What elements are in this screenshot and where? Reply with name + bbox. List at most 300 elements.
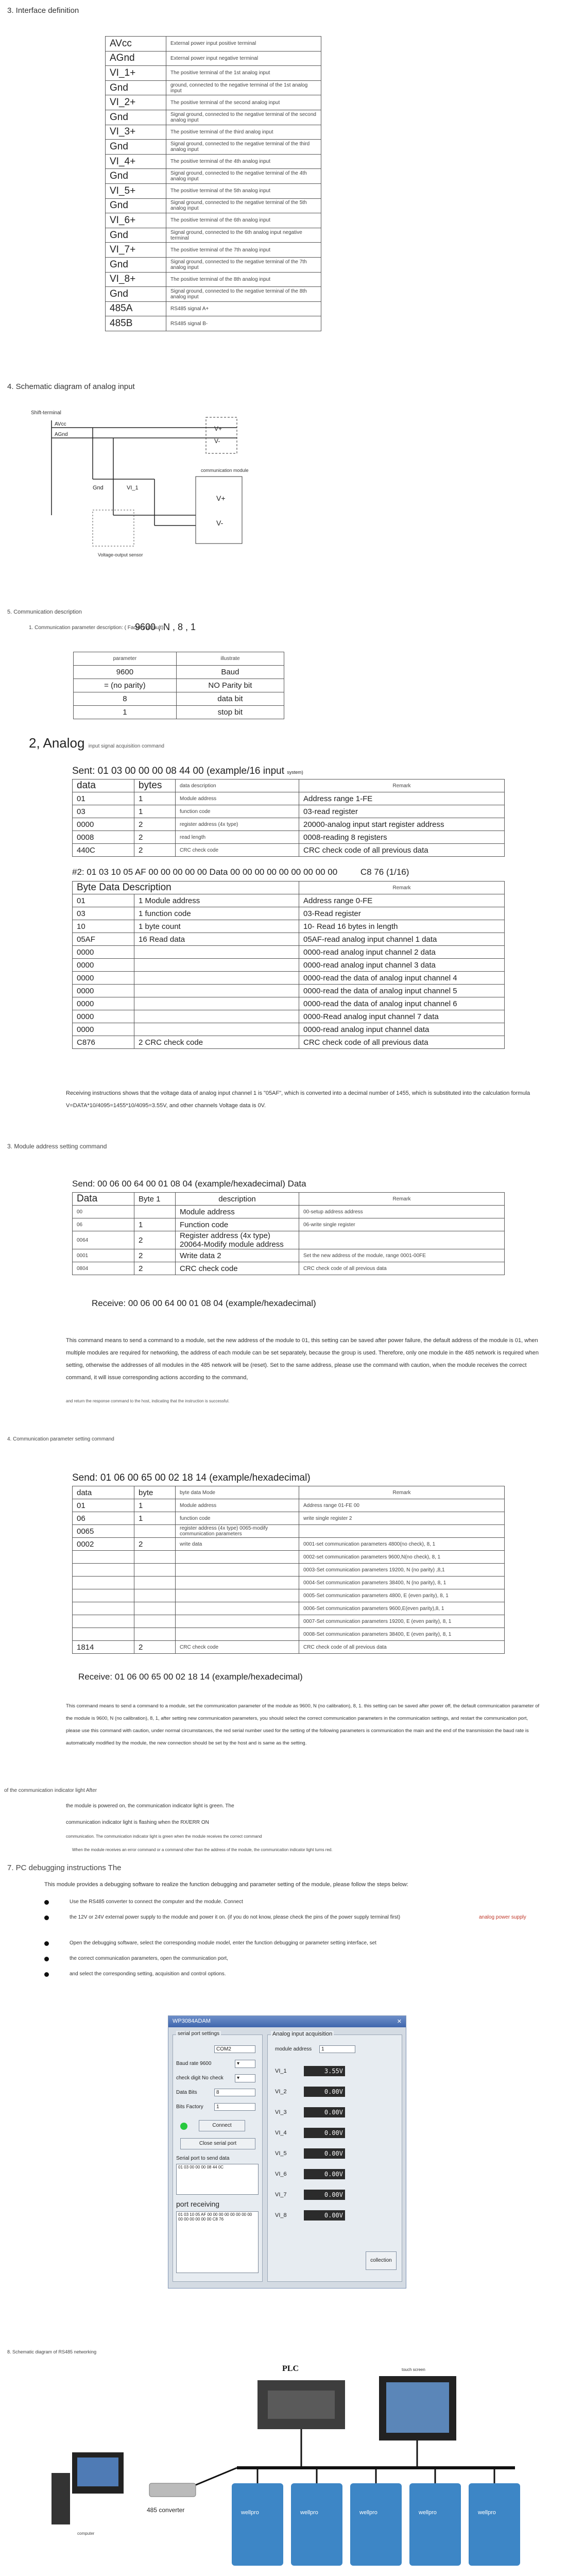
comm-module-label: communication module	[201, 468, 249, 473]
bytes-cell	[134, 1564, 176, 1577]
desc-cell	[134, 985, 299, 997]
data-cell: 0000	[73, 985, 134, 997]
pin-description: The positive terminal of the second analog input	[166, 95, 321, 110]
analog-title: Analog	[43, 735, 85, 751]
converter-icon	[149, 2483, 196, 2497]
pin-description: The positive terminal of the 8th analog input	[166, 272, 321, 287]
desc-cell	[134, 997, 299, 1010]
bytes-cell	[134, 1525, 176, 1538]
channel-value: 0.00V	[304, 2148, 345, 2159]
pin-description: RS485 signal B-	[166, 316, 321, 331]
analog-note: Receiving instructions shows that the voltage data of analog input channel 1 is "05AF", which is converted into a decimal number of 1455, which is substituted into the calculation formula V=DATA*10/4095=1455*10/4095=3.55V, and other channels Voltage data is 0V.	[66, 1090, 530, 1109]
pin-name: Gnd	[106, 198, 166, 213]
pc-step-5: and select the corresponding setting, acquisition and control options.	[70, 1971, 226, 1977]
remark-cell: CRC check code of all previous data	[299, 844, 505, 857]
window-title: WP3084ADAM	[173, 2018, 211, 2024]
remark-cell: 0000-read analog input channel 3 data	[299, 959, 505, 972]
remark-cell: 0005-Set communication parameters 4800, E (even parity), 8, 1	[299, 1589, 505, 1602]
module-brand-label: wellpro	[419, 2510, 437, 2516]
table-row	[106, 110, 321, 125]
remark-cell: 0007-Set communication parameters 19200, E (even parity), 8, 1	[299, 1615, 505, 1628]
pc-step-2-tail: analog power supply	[479, 1914, 526, 1920]
remark-cell: 0003-Set communication parameters 19200, N (no parity) ,8,1	[299, 1564, 505, 1577]
addr-para-tail: and return the response command to the host, indicating that the instruction is successful.	[66, 1399, 230, 1403]
pin-name: Gnd	[106, 110, 166, 125]
commset-head-byte: byte	[134, 1486, 176, 1499]
section-interface-title: 3. Interface definition	[7, 6, 79, 15]
pin-name: VI_2+	[106, 95, 166, 110]
data-cell: 0000	[73, 1023, 134, 1036]
addr-head-data: Data	[73, 1193, 134, 1206]
channel-label: VI_2	[275, 2089, 287, 2095]
section-schematic-title: 4. Schematic diagram of analog input	[7, 382, 135, 391]
window-title-bar	[168, 2016, 406, 2027]
channel-label: VI_6	[275, 2171, 287, 2177]
module-brand-label: wellpro	[300, 2510, 318, 2516]
serial-settings-label: serial port settings	[176, 2031, 221, 2037]
bytes-cell	[134, 1628, 176, 1641]
pin-description: ground, connected to the negative terminal of the 1st analog input	[166, 80, 321, 95]
pin-name: Gnd	[106, 257, 166, 272]
remark-cell: 0000-Read analog input channel 7 data	[299, 1010, 505, 1023]
data-cell: 01	[73, 894, 134, 907]
table-row	[73, 1249, 505, 1262]
data-cell	[73, 1615, 134, 1628]
pin-description: The positive terminal of the third analog input	[166, 125, 321, 140]
data-cell: 03	[73, 805, 134, 818]
module-2	[291, 2468, 342, 2566]
module-brand-label: wellpro	[478, 2510, 496, 2516]
module-3	[350, 2468, 402, 2566]
converter-label: 485 converter	[147, 2506, 185, 2514]
bytes-cell: 2	[134, 1538, 176, 1551]
data-cell	[73, 1589, 134, 1602]
desc-cell	[134, 959, 299, 972]
table-row	[73, 1525, 505, 1538]
data-cell: 0000	[73, 959, 134, 972]
desc-cell	[134, 1023, 299, 1036]
table-row	[73, 907, 505, 920]
table-row	[106, 272, 321, 287]
table-row	[73, 972, 505, 985]
bytes-cell	[134, 1589, 176, 1602]
pin-name: VI_3+	[106, 125, 166, 140]
addr-section-title: 3. Module address setting command	[7, 1143, 107, 1150]
pin-name: AGnd	[106, 51, 166, 66]
touch-screen-label: touch screen	[402, 2367, 425, 2372]
desc-cell	[176, 1602, 299, 1615]
analog-send-line	[72, 766, 303, 777]
debug-software-window	[168, 2015, 406, 2289]
desc-cell: register address (4x type)	[176, 818, 299, 831]
pin-name: VI_8+	[106, 272, 166, 287]
table-row	[73, 1218, 505, 1231]
indicator-line-4: When the module receives an error command or a command other than the address of the module, the communication indicator light turns red.	[72, 1848, 333, 1852]
bytes-cell: 2	[134, 844, 176, 857]
bullet-icon	[44, 1941, 49, 1946]
close-port-button[interactable]: Close serial port	[180, 2138, 255, 2149]
channel-value: 0.00V	[304, 2169, 345, 2179]
data-cell: 0804	[73, 1262, 134, 1275]
bytes-cell	[134, 1615, 176, 1628]
com-port-select[interactable]: COM2	[214, 2045, 255, 2053]
send-data-field[interactable]: 01 03 00 00 00 08 44 0C	[176, 2164, 259, 2195]
analog-head2: Byte Data Description	[73, 882, 299, 894]
pin-name: Gnd	[106, 80, 166, 95]
table-row	[106, 37, 321, 52]
interface-table	[105, 36, 321, 331]
table-row	[73, 894, 505, 907]
data-cell: C876	[73, 1036, 134, 1049]
table-row	[106, 228, 321, 243]
module-5	[469, 2468, 520, 2566]
data-cell: 06	[73, 1218, 134, 1231]
addr-head-desc: description	[176, 1193, 299, 1206]
pin-name: Gnd	[106, 228, 166, 243]
pin-name: Gnd	[106, 287, 166, 302]
desc-cell: Register address (4x type) 20064-Modify module address	[176, 1231, 299, 1249]
connect-button[interactable]: Connect	[199, 2120, 245, 2131]
v-minus-label-top: V-	[214, 437, 220, 445]
bytes-cell: 1	[134, 1218, 176, 1231]
table-row	[106, 316, 321, 331]
remark-cell: CRC check code of all previous data	[299, 1262, 505, 1275]
data-cell: 0064	[73, 1231, 134, 1249]
v-minus-label: V-	[216, 519, 224, 527]
data-cell: 06	[73, 1512, 134, 1525]
data-cell	[73, 1564, 134, 1577]
table-row	[106, 257, 321, 272]
analog-recv-line	[72, 867, 409, 877]
desc-cell: Write data 2	[176, 1249, 299, 1262]
channel-label: VI_1	[275, 2068, 287, 2074]
pc-step-2: the 12V or 24V external power supply to the module and power it on. (if you do not know, please check the pins of the power supply terminal first)	[70, 1914, 401, 1920]
data-cell	[73, 1628, 134, 1641]
pin-description: Signal ground, connected to the 6th analog input negative terminal	[166, 228, 321, 243]
desc-cell: write data	[176, 1538, 299, 1551]
pc-step-3: Open the debugging software, select the corresponding module model, enter the function debugging or parameter setting interface, set	[70, 1940, 376, 1946]
remark-cell: Address range 01-FE 00	[299, 1499, 505, 1512]
param-illustrate: Baud	[176, 666, 284, 679]
commset-send-line: Send: 01 06 00 65 00 02 18 14 (example/hexadecimal)	[72, 1472, 311, 1483]
collection-button[interactable]: collection	[366, 2251, 397, 2270]
channel-value: 0.00V	[304, 2190, 345, 2200]
indicator-line-2: communication indicator light is flashing when the RX/ERR ON	[66, 1820, 209, 1825]
desc-cell: 1 function code	[134, 907, 299, 920]
table-row	[73, 933, 505, 946]
pin-description: Signal ground, connected to the negative terminal of the 5th analog input	[166, 198, 321, 213]
bytes-cell	[134, 1602, 176, 1615]
data-cell: 1814	[73, 1641, 134, 1654]
table-row	[73, 920, 505, 933]
table-row	[73, 1641, 505, 1654]
bytes-cell: 1	[134, 792, 176, 805]
remark-cell: write single register 2	[299, 1512, 505, 1525]
data-cell: 05AF	[73, 933, 134, 946]
stop-bits-select[interactable]: 1	[214, 2103, 255, 2111]
send-data-label: Serial port to send data	[176, 2156, 230, 2161]
table-row	[73, 1010, 505, 1023]
baud-rate-label: Baud rate 9600	[176, 2061, 212, 2066]
desc-cell: read length	[176, 831, 299, 844]
analog-head-remark: Remark	[299, 779, 505, 792]
module-address-label: module address	[275, 2046, 312, 2052]
data-cell: 0002	[73, 1538, 134, 1551]
bullet-icon	[44, 1900, 49, 1905]
channel-value: 0.00V	[304, 2107, 345, 2117]
desc-cell: CRC check code	[176, 1262, 299, 1275]
check-digit-label: check digit No check	[176, 2075, 224, 2081]
table-row	[106, 154, 321, 169]
remark-cell: 20000-analog input start register address	[299, 818, 505, 831]
pc-step-1: Use the RS485 converter to connect the computer and the module. Connect	[70, 1899, 243, 1905]
bytes-cell: 2	[134, 831, 176, 844]
comm-param-table	[73, 652, 284, 719]
check-digit-select[interactable]: ▾	[235, 2074, 255, 2082]
analog-num: 2,	[29, 735, 40, 751]
analog-recv-text: #2: 01 03 10 05 AF 00 00 00 00 00 Data 00 00 00 00 00 00 00 00 00	[72, 867, 338, 877]
agnd-label: AGnd	[55, 432, 68, 437]
table-row	[73, 1551, 505, 1564]
table-row	[106, 198, 321, 213]
module-1	[232, 2468, 283, 2566]
desc-cell	[134, 1010, 299, 1023]
remark-cell: 0006-Set communication parameters 9600,E(even parity),8, 1	[299, 1602, 505, 1615]
analog-subtitle: input signal acquisition command	[88, 743, 164, 749]
table-row	[106, 51, 321, 66]
bytes-cell: 2	[134, 1231, 176, 1249]
analog-recv-tail: C8 76 (1/16)	[360, 867, 409, 877]
data-cell: 0001	[73, 1249, 134, 1262]
desc-cell: function code	[176, 805, 299, 818]
rs485-network-diagram	[0, 2360, 567, 2576]
table-row	[73, 1628, 505, 1641]
module-brand-label: wellpro	[241, 2510, 259, 2516]
desc-cell: CRC check code	[176, 1641, 299, 1654]
desc-cell	[134, 972, 299, 985]
desc-cell: Module address	[176, 792, 299, 805]
table-row	[73, 959, 505, 972]
param-value: 8	[74, 692, 177, 706]
table-row	[106, 95, 321, 110]
desc-cell: 16 Read data	[134, 933, 299, 946]
pin-name: VI_5+	[106, 183, 166, 198]
remark-cell: 06-write single register	[299, 1218, 505, 1231]
data-bits-select[interactable]: 8	[214, 2089, 255, 2096]
module-brand-label: wellpro	[359, 2510, 377, 2516]
table-row	[73, 792, 505, 805]
table-row	[106, 140, 321, 155]
table-row	[73, 1615, 505, 1628]
table-row	[73, 1499, 505, 1512]
desc-cell	[134, 946, 299, 959]
desc-cell	[176, 1628, 299, 1641]
commset-para: This command means to send a command to a module, set the communication parameter of the module as 9600, N (no calibration), 8, 1. this setting can be saved after power off, the default communication parameter of the module is 9600, N (no calibration), 8, 1, after setting new communication parameters, you should select the correct communication parameters in the communication settings, and restart the communication port, please use this command with caution, under normal circumstances, the red serial number used for the setting of the following parameters is communication the main and the end of the transmission the baud rate is automatically modified by the module, the new connection should be set by the host and is same as the setting.	[66, 1703, 540, 1746]
bytes-cell: 2	[134, 1249, 176, 1262]
sensor-label: Voltage-output sensor	[98, 552, 143, 557]
data-cell	[73, 1577, 134, 1589]
param-illustrate: NO Parity bit	[176, 679, 284, 692]
remark-cell: 10- Read 16 bytes in length	[299, 920, 505, 933]
desc-cell: Module address	[176, 1499, 299, 1512]
analog-send-table	[72, 779, 505, 857]
computer-tower-icon	[51, 2473, 70, 2524]
analog-head-bytes: bytes	[134, 779, 176, 792]
pin-name: 485A	[106, 301, 166, 316]
recv-data-label: port receiving	[176, 2200, 220, 2208]
desc-cell: CRC check code	[176, 844, 299, 857]
remark-cell	[299, 1231, 505, 1249]
analog-acq-title: Analog input acquisition	[271, 2031, 334, 2037]
pin-name: VI_4+	[106, 154, 166, 169]
bullet-icon	[44, 1972, 49, 1977]
analog-recv-table	[72, 881, 505, 1049]
data-cell	[73, 1551, 134, 1564]
desc-cell: Module address	[176, 1206, 299, 1218]
bullet-icon	[44, 1957, 49, 1961]
addr-recv-line: Receive: 00 06 00 64 00 01 08 04 (example/hexadecimal)	[92, 1298, 316, 1308]
pin-description: Signal ground, connected to the negative terminal of the 8th analog input	[166, 287, 321, 302]
table-row	[73, 1589, 505, 1602]
table-row	[74, 666, 284, 679]
avcc-label: AVcc	[55, 421, 66, 427]
table-row	[106, 183, 321, 198]
addr-para: This command means to send a command to a module, set the new address of the module to 01, this setting can be saved after power failure, the default address of the module is 01, when multiple modules are required for networking, the address of each module can be set separately, because the group is used. Therefore, only one module in the 485 network is required when setting, otherwise the addresses of all modules in the 485 network will be (reset). Set to the same address, please use the command with caution, when the module receives the correct command, it will issue corresponding actions according to the command,	[66, 1337, 539, 1381]
pin-name: AVcc	[106, 37, 166, 52]
remark-cell: 00-setup address address	[299, 1206, 505, 1218]
status-indicator-icon	[180, 2123, 187, 2130]
analog-head2-remark: Remark	[299, 882, 505, 894]
desc-cell: register address (4x type) 0065-modify communication parameters	[176, 1525, 299, 1538]
desc-cell	[176, 1577, 299, 1589]
table-row	[73, 946, 505, 959]
data-cell: 0000	[73, 1010, 134, 1023]
data-cell: 0000	[73, 972, 134, 985]
addr-table	[72, 1192, 505, 1275]
table-row	[73, 1036, 505, 1049]
remark-cell: 03-read register	[299, 805, 505, 818]
data-cell: 0000	[73, 997, 134, 1010]
table-row	[73, 997, 505, 1010]
pin-name: VI_1+	[106, 66, 166, 81]
v-plus-label-top: V+	[214, 425, 222, 432]
param-value: 1	[74, 706, 177, 719]
table-row	[73, 1577, 505, 1589]
desc-cell: Function code	[176, 1218, 299, 1231]
recv-data-field[interactable]: 01 03 10 05 AF 00 00 00 00 00 00 00 00 00 00 00 00 00 00 C8 76	[176, 2211, 259, 2273]
pin-description: RS485 signal A+	[166, 301, 321, 316]
remark-cell: Set the new address of the module, range 0001-00FE	[299, 1249, 505, 1262]
remark-cell: CRC check code of all previous data	[299, 1641, 505, 1654]
desc-cell	[176, 1564, 299, 1577]
desc-cell: 1 byte count	[134, 920, 299, 933]
commset-head-data: data	[73, 1486, 134, 1499]
param-value: = (no parity)	[74, 679, 177, 692]
table-row	[73, 1602, 505, 1615]
vi-label: VI_1	[127, 485, 139, 491]
desc-cell: 1 Module address	[134, 894, 299, 907]
desc-cell: 2 CRC check code	[134, 1036, 299, 1049]
indicator-line-1: the module is powered on, the communication indicator light is green. The	[66, 1803, 234, 1809]
baud-rate-select[interactable]: ▾	[235, 2060, 255, 2068]
analog-head-desc: data description	[176, 779, 299, 792]
plc-label: PLC	[282, 2364, 299, 2373]
param-illustrate: data bit	[176, 692, 284, 706]
analog-acq-panel	[267, 2031, 402, 2282]
analog-head-data: data	[73, 779, 134, 792]
indicator-title: of the communication indicator light After	[4, 1788, 97, 1793]
desc-cell	[176, 1589, 299, 1602]
data-cell: 0008	[73, 831, 134, 844]
remark-cell: 0004-Set communication parameters 38400, N (no parity), 8, 1	[299, 1577, 505, 1589]
data-cell: 0000	[73, 946, 134, 959]
table-row	[106, 301, 321, 316]
pin-description: Signal ground, connected to the negative terminal of the 7th analog input	[166, 257, 321, 272]
table-row	[73, 1262, 505, 1275]
remark-cell: 0000-read the data of analog input channel 5	[299, 985, 505, 997]
channel-value: 3.55V	[304, 2066, 345, 2076]
channel-label: VI_4	[275, 2130, 287, 2136]
comm-head-illustrate: illustrate	[176, 652, 284, 666]
remark-cell: 0000-read the data of analog input channel 4	[299, 972, 505, 985]
commset-section-title: 4. Communication parameter setting command	[7, 1436, 114, 1442]
pin-description: The positive terminal of the 4th analog input	[166, 154, 321, 169]
table-row	[73, 985, 505, 997]
channel-label: VI_3	[275, 2109, 287, 2115]
remark-cell: CRC check code of all previous data	[299, 1036, 505, 1049]
desc-cell: function code	[176, 1512, 299, 1525]
remark-cell: 0000-read analog input channel data	[299, 1023, 505, 1036]
table-row	[73, 1564, 505, 1577]
table-row	[73, 831, 505, 844]
comm-param-value: 9600 , N , 8 , 1	[135, 622, 196, 632]
remark-cell: 0000-read the data of analog input channel 6	[299, 997, 505, 1010]
data-cell: 00	[73, 1206, 134, 1218]
data-cell: 440C	[73, 844, 134, 857]
pin-name: VI_7+	[106, 243, 166, 258]
close-icon[interactable]: ✕	[397, 2019, 402, 2025]
analog-send-text: Sent: 01 03 00 00 00 08 44 00 (example/16 input	[72, 766, 284, 776]
remark-cell	[299, 1525, 505, 1538]
pin-description: The positive terminal of the 1st analog input	[166, 66, 321, 81]
table-row	[73, 1538, 505, 1551]
remark-cell: 0002-set communication parameters 9600,N(no check), 8, 1	[299, 1551, 505, 1564]
stop-bits-label: Bits Factory	[176, 2104, 203, 2110]
comm-head-param: parameter	[74, 652, 177, 666]
pin-description: Signal ground, connected to the negative terminal of the 4th analog input	[166, 169, 321, 184]
table-row	[106, 125, 321, 140]
remark-cell: 0001-set communication parameters 4800(no check), 8, 1	[299, 1538, 505, 1551]
desc-cell	[176, 1615, 299, 1628]
commset-head-remark: Remark	[299, 1486, 505, 1499]
data-cell: 10	[73, 920, 134, 933]
bytes-cell: 2	[134, 818, 176, 831]
data-cell	[73, 1602, 134, 1615]
indicator-line-3: communication. The communication indicator light is green when the module receives the correct command	[66, 1834, 262, 1839]
table-row	[106, 169, 321, 184]
pin-name: Gnd	[106, 169, 166, 184]
data-bits-label: Data Bits	[176, 2090, 197, 2095]
addr-send-line: Send: 00 06 00 64 00 01 08 04 (example/hexadecimal) Data	[72, 1179, 306, 1189]
pin-description: Signal ground, connected to the negative terminal of the third analog input	[166, 140, 321, 155]
pin-description: External power input positive terminal	[166, 37, 321, 52]
data-cell: 03	[73, 907, 134, 920]
pc-section-title: 7. PC debugging instructions The	[7, 1863, 122, 1872]
module-address-field[interactable]: 1	[319, 2045, 355, 2053]
data-cell: 01	[73, 1499, 134, 1512]
param-value: 9600	[74, 666, 177, 679]
data-cell: 0000	[73, 818, 134, 831]
